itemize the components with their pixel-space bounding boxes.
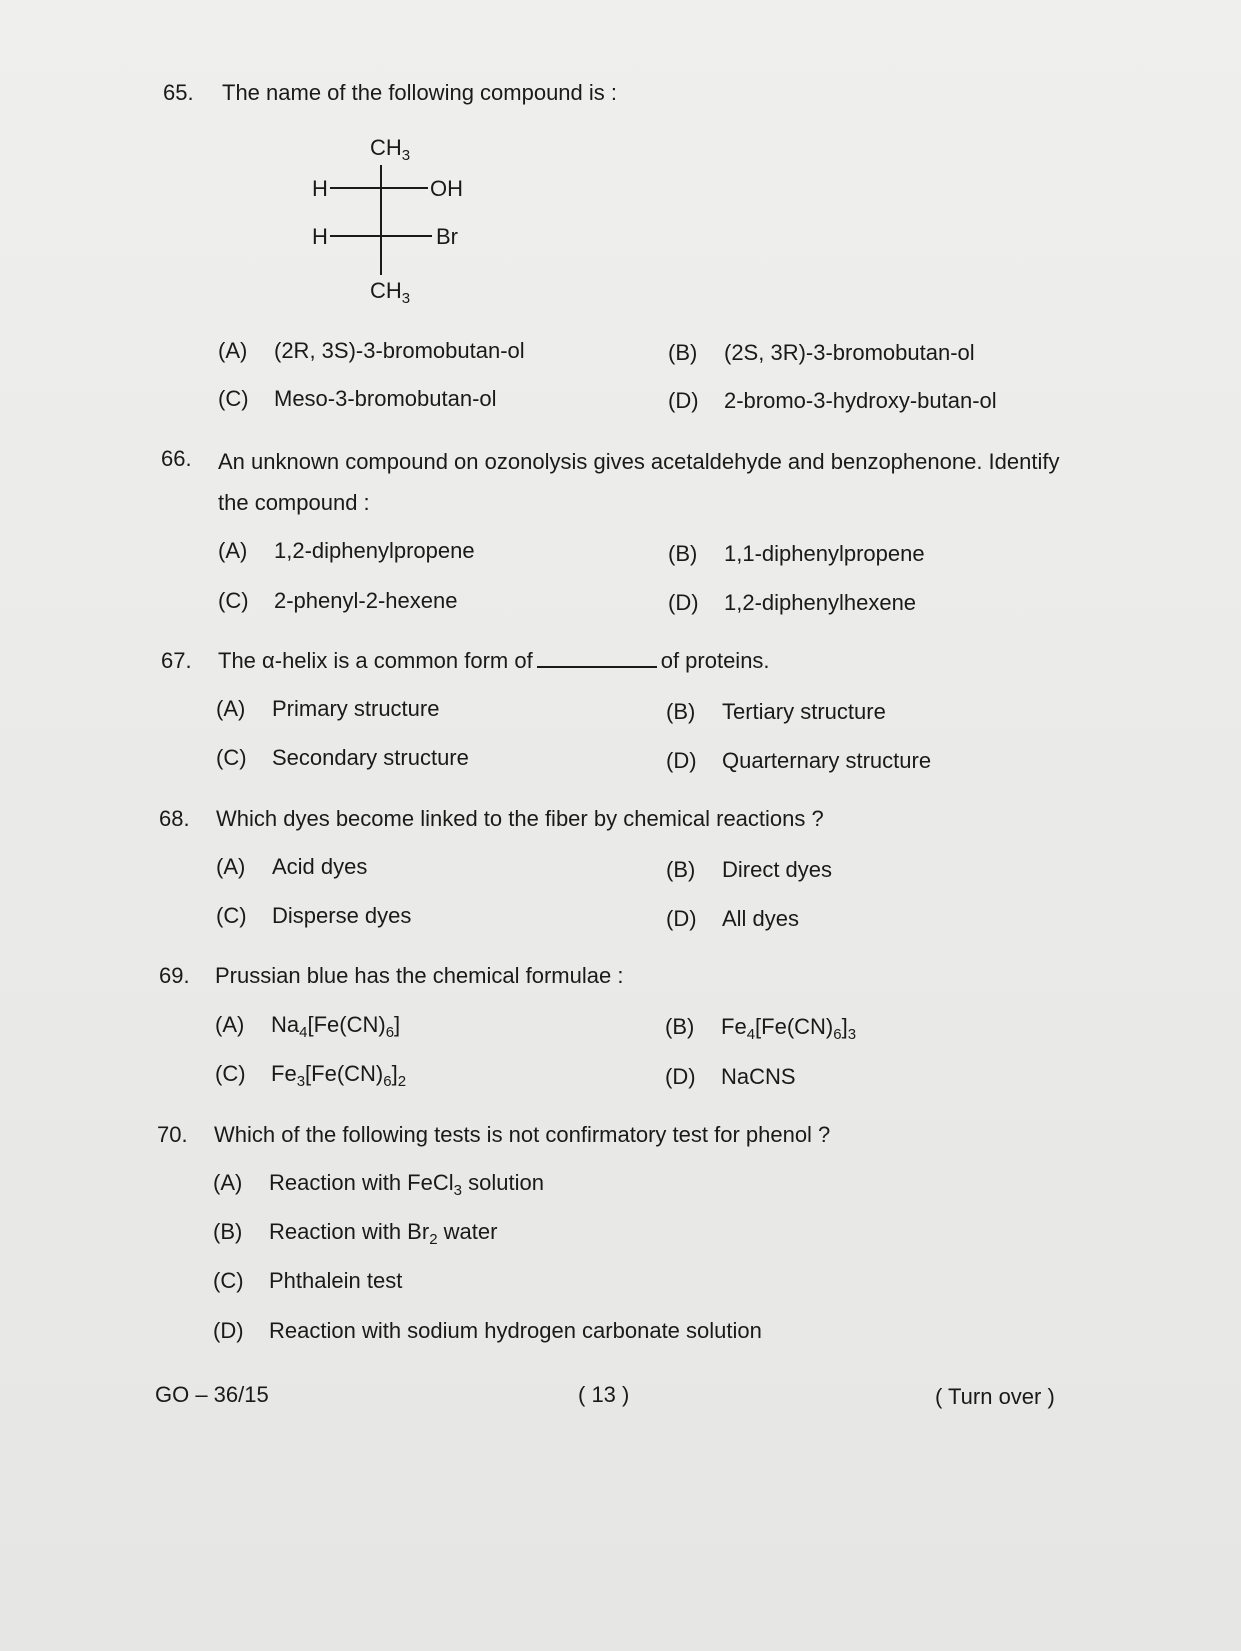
option-a[interactable]: (A) 1,2-diphenylpropene: [218, 538, 475, 563]
option-d[interactable]: (D) 1,2-diphenylhexene: [668, 590, 917, 615]
question-number: 67.: [161, 648, 192, 673]
option-a[interactable]: (A) Reaction with FeCl$_3$ solution: [213, 1170, 544, 1199]
turn-over: ( Turn over ): [935, 1384, 1055, 1409]
struct-bottom-sub: 3: [401, 290, 411, 307]
option-d[interactable]: (D) 2-bromo-3-hydroxy-butan-ol: [668, 388, 997, 413]
struct-top: CH: [370, 135, 402, 160]
page-number: ( 13 ): [578, 1382, 630, 1407]
option-a[interactable]: (A) Acid dyes: [216, 854, 368, 879]
paper-code: GO – 36/15: [155, 1382, 269, 1407]
fischer-lines: [0, 0, 1241, 400]
option-d[interactable]: (D) Reaction with sodium hydrogen carbonate solution: [213, 1318, 762, 1343]
option-a[interactable]: (A) $Na_4[Fe(CN)_6]$: [215, 1012, 401, 1041]
option-b[interactable]: (B) Reaction with $Br_2$ water: [213, 1219, 498, 1248]
struct-left1: H: [312, 176, 328, 201]
struct-left2: H: [312, 224, 328, 249]
option-c[interactable]: (C) Disperse dyes: [216, 903, 412, 928]
option-c[interactable]: (C) $Fe_3[Fe(CN)_6]_2$: [215, 1061, 407, 1090]
option-b[interactable]: (B) Direct dyes: [666, 857, 833, 882]
question-text: An unknown compound on ozonolysis gives acetaldehyde and benzophenone. Identify: [218, 449, 1060, 474]
question-text: Prussian blue has the chemical formulae :: [215, 963, 624, 988]
question-text: Which of the following tests is not confirmatory test for phenol ?: [214, 1122, 831, 1147]
question-number: 68.: [159, 806, 190, 831]
option-a[interactable]: (A) (2R, 3S)-3-bromobutan-ol: [218, 338, 525, 363]
struct-bottom: CH: [370, 278, 402, 303]
question-number: 70.: [157, 1122, 188, 1147]
option-c[interactable]: (C) Phthalein test: [213, 1268, 403, 1293]
question-text: The name of the following compound is :: [222, 80, 618, 105]
option-c[interactable]: (C) Meso-3-bromobutan-ol: [218, 386, 497, 411]
question-text-cont: the compound :: [218, 490, 370, 515]
struct-right2: Br: [436, 224, 458, 249]
option-d[interactable]: (D) Quarternary structure: [666, 748, 932, 773]
option-d[interactable]: (D) All dyes: [666, 906, 800, 931]
question-number: 66.: [161, 446, 192, 471]
option-b[interactable]: (B) Tertiary structure: [666, 699, 886, 724]
option-d[interactable]: (D) NaCNS: [665, 1064, 796, 1089]
option-b[interactable]: (B) $Fe_4[Fe(CN)_6]_3$: [665, 1014, 857, 1043]
option-b[interactable]: (B) (2S, 3R)-3-bromobutan-ol: [668, 340, 975, 365]
struct-top-sub: 3: [401, 147, 411, 164]
fill-in-blank: [537, 648, 657, 668]
question-number: 65.: [163, 80, 194, 105]
option-b[interactable]: (B) 1,1-diphenylpropene: [668, 541, 925, 566]
question-number: 69.: [159, 963, 190, 988]
question-text: The α-helix is a common form of of proteins.: [218, 648, 770, 673]
option-a[interactable]: (A) Primary structure: [216, 696, 440, 721]
option-c[interactable]: (C) 2-phenyl-2-hexene: [218, 588, 458, 613]
struct-right1: OH: [430, 176, 463, 201]
option-c[interactable]: (C) Secondary structure: [216, 745, 469, 770]
question-text: Which dyes become linked to the fiber by chemical reactions ?: [216, 806, 824, 831]
